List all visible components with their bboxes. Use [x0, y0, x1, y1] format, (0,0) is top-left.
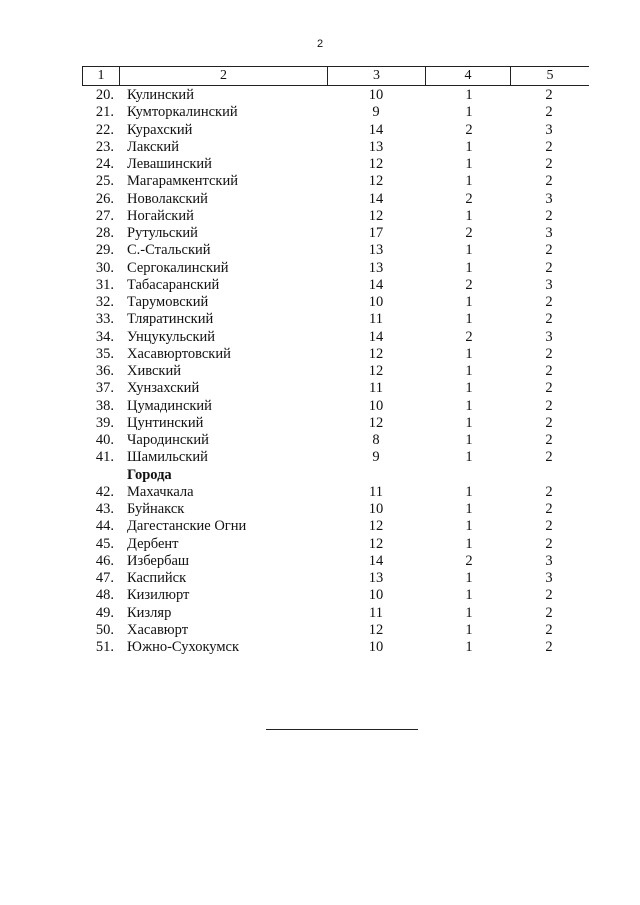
column-3-value: 9 — [372, 449, 380, 466]
column-header-3: 3 — [328, 67, 426, 85]
row-number: 41. — [95, 449, 114, 466]
district-name: Чародинский — [127, 432, 209, 448]
row-number: 51. — [95, 639, 114, 655]
column-4-value: 1 — [465, 311, 473, 328]
row-number: 31. — [95, 276, 114, 293]
column-3-value: 9 — [372, 104, 380, 121]
column-4-value: 1 — [465, 535, 473, 552]
row-number: 23. — [95, 138, 114, 155]
column-3-value: 10 — [368, 587, 384, 604]
column-5-value: 3 — [545, 552, 553, 569]
table-row — [0, 484, 640, 501]
table-row — [0, 87, 640, 104]
row-number: 33. — [95, 311, 114, 328]
column-4-value: 2 — [465, 121, 473, 138]
table-row — [0, 639, 640, 656]
column-3-value: 11 — [369, 311, 383, 328]
district-name: Дагестанские Огни — [127, 518, 247, 535]
column-4-value: 2 — [465, 190, 473, 207]
column-5-value: 3 — [545, 276, 553, 293]
district-name: Лакский — [127, 138, 179, 155]
column-3-value: 10 — [368, 87, 384, 103]
district-name: Магарамкентский — [127, 173, 238, 190]
row-number: 26. — [95, 190, 114, 207]
table-header-row — [82, 66, 589, 86]
row-number: 49. — [95, 604, 114, 621]
column-3-value: 13 — [368, 259, 384, 276]
column-4-value: 1 — [465, 587, 473, 604]
column-4-value: 1 — [465, 570, 473, 586]
row-number: 32. — [95, 294, 114, 310]
table-row — [0, 311, 640, 328]
column-5-value: 2 — [545, 363, 553, 379]
column-5-value: 2 — [545, 345, 553, 362]
row-number: 25. — [95, 173, 114, 190]
row-number: 29. — [95, 242, 114, 259]
column-4-value: 2 — [465, 276, 473, 293]
column-5-value: 2 — [545, 518, 553, 535]
column-3-value: 12 — [368, 207, 384, 224]
district-name: Цумадинский — [127, 397, 212, 414]
column-4-value: 1 — [465, 621, 473, 638]
table-row — [0, 294, 640, 311]
district-name: Курахский — [127, 121, 193, 138]
column-4-value: 1 — [465, 87, 473, 103]
district-name: Южно-Сухокумск — [127, 639, 239, 655]
table-body — [0, 87, 640, 656]
column-5-value: 3 — [545, 328, 553, 345]
column-5-value: 2 — [545, 621, 553, 638]
column-3-value: 14 — [368, 552, 384, 569]
column-4-value: 2 — [465, 225, 473, 241]
table-row — [0, 208, 640, 225]
column-3-value: 11 — [369, 604, 383, 621]
column-5-value: 2 — [545, 242, 553, 259]
column-4-value: 1 — [465, 173, 473, 190]
column-3-value: 12 — [368, 621, 384, 638]
table-row — [0, 449, 640, 466]
column-3-value: 11 — [369, 483, 383, 500]
table-row — [0, 622, 640, 639]
column-5-value: 2 — [545, 207, 553, 224]
row-number: 44. — [95, 518, 114, 535]
table-row — [0, 432, 640, 449]
row-number: 39. — [95, 414, 114, 431]
district-name: Левашинский — [127, 156, 212, 172]
column-4-value: 1 — [465, 501, 473, 517]
column-3-value: 12 — [368, 414, 384, 431]
table-row — [0, 553, 640, 570]
table-row — [0, 518, 640, 535]
column-3-value: 13 — [368, 242, 384, 259]
row-number: 42. — [95, 483, 114, 500]
row-number: 22. — [95, 121, 114, 138]
section-heading-row — [0, 467, 640, 484]
table-row — [0, 260, 640, 277]
column-5-value: 2 — [545, 156, 553, 172]
column-3-value: 14 — [368, 276, 384, 293]
column-4-value: 1 — [465, 483, 473, 500]
column-5-value: 2 — [545, 501, 553, 517]
column-5-value: 2 — [545, 604, 553, 621]
table-row — [0, 173, 640, 190]
table-row — [0, 242, 640, 259]
column-3-value: 12 — [368, 518, 384, 535]
column-3-value: 10 — [368, 397, 384, 414]
column-5-value: 2 — [545, 380, 553, 397]
column-3-value: 12 — [368, 345, 384, 362]
table-row — [0, 380, 640, 397]
column-5-value: 2 — [545, 397, 553, 414]
table-row — [0, 570, 640, 587]
row-number: 21. — [95, 104, 114, 121]
row-number: 34. — [95, 328, 114, 345]
column-5-value: 3 — [545, 190, 553, 207]
column-4-value: 1 — [465, 294, 473, 310]
district-name: Кизилюрт — [127, 587, 190, 604]
district-name: Хасавюрт — [127, 621, 189, 638]
table-row — [0, 587, 640, 604]
row-number: 28. — [95, 225, 114, 241]
column-4-value: 1 — [465, 604, 473, 621]
column-5-value: 3 — [545, 570, 553, 586]
table-row — [0, 501, 640, 518]
column-5-value: 2 — [545, 294, 553, 310]
row-number: 46. — [95, 552, 114, 569]
table-row — [0, 346, 640, 363]
closing-divider — [266, 729, 418, 730]
column-5-value: 2 — [545, 173, 553, 190]
column-5-value: 3 — [545, 121, 553, 138]
table-row — [0, 104, 640, 121]
column-5-value: 2 — [545, 138, 553, 155]
column-4-value: 1 — [465, 363, 473, 379]
district-name: Унцукульский — [127, 328, 216, 345]
district-name: Рутульский — [127, 225, 198, 241]
column-4-value: 1 — [465, 380, 473, 397]
district-name: Ногайский — [127, 207, 194, 224]
column-3-value: 13 — [368, 570, 384, 586]
column-4-value: 1 — [465, 432, 473, 448]
table-row — [0, 415, 640, 432]
table-row — [0, 329, 640, 346]
district-name: Кулинский — [127, 87, 194, 103]
district-name: Сергокалинский — [127, 259, 229, 276]
column-5-value: 2 — [545, 587, 553, 604]
column-3-value: 8 — [372, 432, 380, 448]
column-5-value: 2 — [545, 432, 553, 448]
row-number: 20. — [95, 87, 114, 103]
column-3-value: 10 — [368, 501, 384, 517]
column-header-2: 2 — [120, 67, 328, 85]
column-4-value: 1 — [465, 259, 473, 276]
column-header-4: 4 — [426, 67, 511, 85]
table-row — [0, 122, 640, 139]
column-5-value: 2 — [545, 639, 553, 655]
table-row — [0, 398, 640, 415]
district-name: Тляратинский — [127, 311, 214, 328]
district-name: Махачкала — [127, 483, 194, 500]
district-name: Хивский — [127, 363, 181, 379]
row-number: 47. — [95, 570, 114, 586]
district-name: Дербент — [127, 535, 179, 552]
table-row — [0, 536, 640, 553]
column-5-value: 2 — [545, 87, 553, 103]
column-5-value: 2 — [545, 259, 553, 276]
district-name: Хасавюртовский — [127, 345, 231, 362]
district-name: Тарумовский — [127, 294, 209, 310]
column-3-value: 11 — [369, 380, 383, 397]
column-3-value: 14 — [368, 328, 384, 345]
row-number: 30. — [95, 259, 114, 276]
column-4-value: 1 — [465, 639, 473, 655]
column-header-1: 1 — [83, 67, 120, 85]
column-5-value: 2 — [545, 104, 553, 121]
column-3-value: 12 — [368, 156, 384, 172]
column-header-5: 5 — [546, 68, 554, 83]
column-4-value: 2 — [465, 328, 473, 345]
table-row — [0, 277, 640, 294]
district-name: Кумторкалинский — [127, 104, 238, 121]
column-3-value: 10 — [368, 639, 384, 655]
district-name: Буйнакск — [127, 501, 185, 517]
column-3-value: 14 — [368, 121, 384, 138]
row-number: 40. — [95, 432, 114, 448]
district-name: С.-Стальский — [127, 242, 211, 259]
row-number: 38. — [95, 397, 114, 414]
table-row — [0, 191, 640, 208]
column-4-value: 1 — [465, 345, 473, 362]
column-4-value: 1 — [465, 104, 473, 121]
column-3-value: 13 — [368, 138, 384, 155]
district-name: Новолакский — [127, 190, 208, 207]
row-number: 36. — [95, 363, 114, 379]
district-name: Хунзахский — [127, 380, 200, 397]
row-number: 45. — [95, 535, 114, 552]
row-number: 48. — [95, 587, 114, 604]
section-heading: Города — [127, 466, 172, 483]
column-3-value: 10 — [368, 294, 384, 310]
column-3-value: 17 — [368, 225, 384, 241]
district-name: Каспийск — [127, 570, 187, 586]
column-5-value: 2 — [545, 449, 553, 466]
column-3-value: 12 — [368, 173, 384, 190]
row-number: 24. — [95, 156, 114, 172]
column-4-value: 1 — [465, 138, 473, 155]
row-number: 35. — [95, 345, 114, 362]
row-number: 37. — [95, 380, 114, 397]
column-5-value: 2 — [545, 414, 553, 431]
column-5-value: 2 — [545, 311, 553, 328]
table-row — [0, 225, 640, 242]
column-4-value: 1 — [465, 518, 473, 535]
row-number: 50. — [95, 621, 114, 638]
column-3-value: 14 — [368, 190, 384, 207]
table-row — [0, 363, 640, 380]
column-4-value: 1 — [465, 156, 473, 172]
district-name: Цунтинский — [127, 414, 204, 431]
table-row — [0, 139, 640, 156]
district-name: Кизляр — [127, 604, 172, 621]
column-5-value: 3 — [545, 225, 553, 241]
table-row — [0, 156, 640, 173]
district-name: Шамильский — [127, 449, 208, 466]
column-4-value: 2 — [465, 552, 473, 569]
column-3-value: 12 — [368, 535, 384, 552]
column-4-value: 1 — [465, 414, 473, 431]
page-number: 2 — [316, 38, 324, 50]
row-number: 43. — [95, 501, 114, 517]
column-5-value: 2 — [545, 535, 553, 552]
column-4-value: 1 — [465, 397, 473, 414]
row-number: 27. — [95, 207, 114, 224]
column-5-value: 2 — [545, 483, 553, 500]
table-row — [0, 605, 640, 622]
district-name: Избербаш — [127, 552, 190, 569]
column-3-value: 12 — [368, 363, 384, 379]
column-4-value: 1 — [465, 207, 473, 224]
column-4-value: 1 — [465, 449, 473, 466]
district-name: Табасаранский — [127, 276, 220, 293]
column-4-value: 1 — [465, 242, 473, 259]
